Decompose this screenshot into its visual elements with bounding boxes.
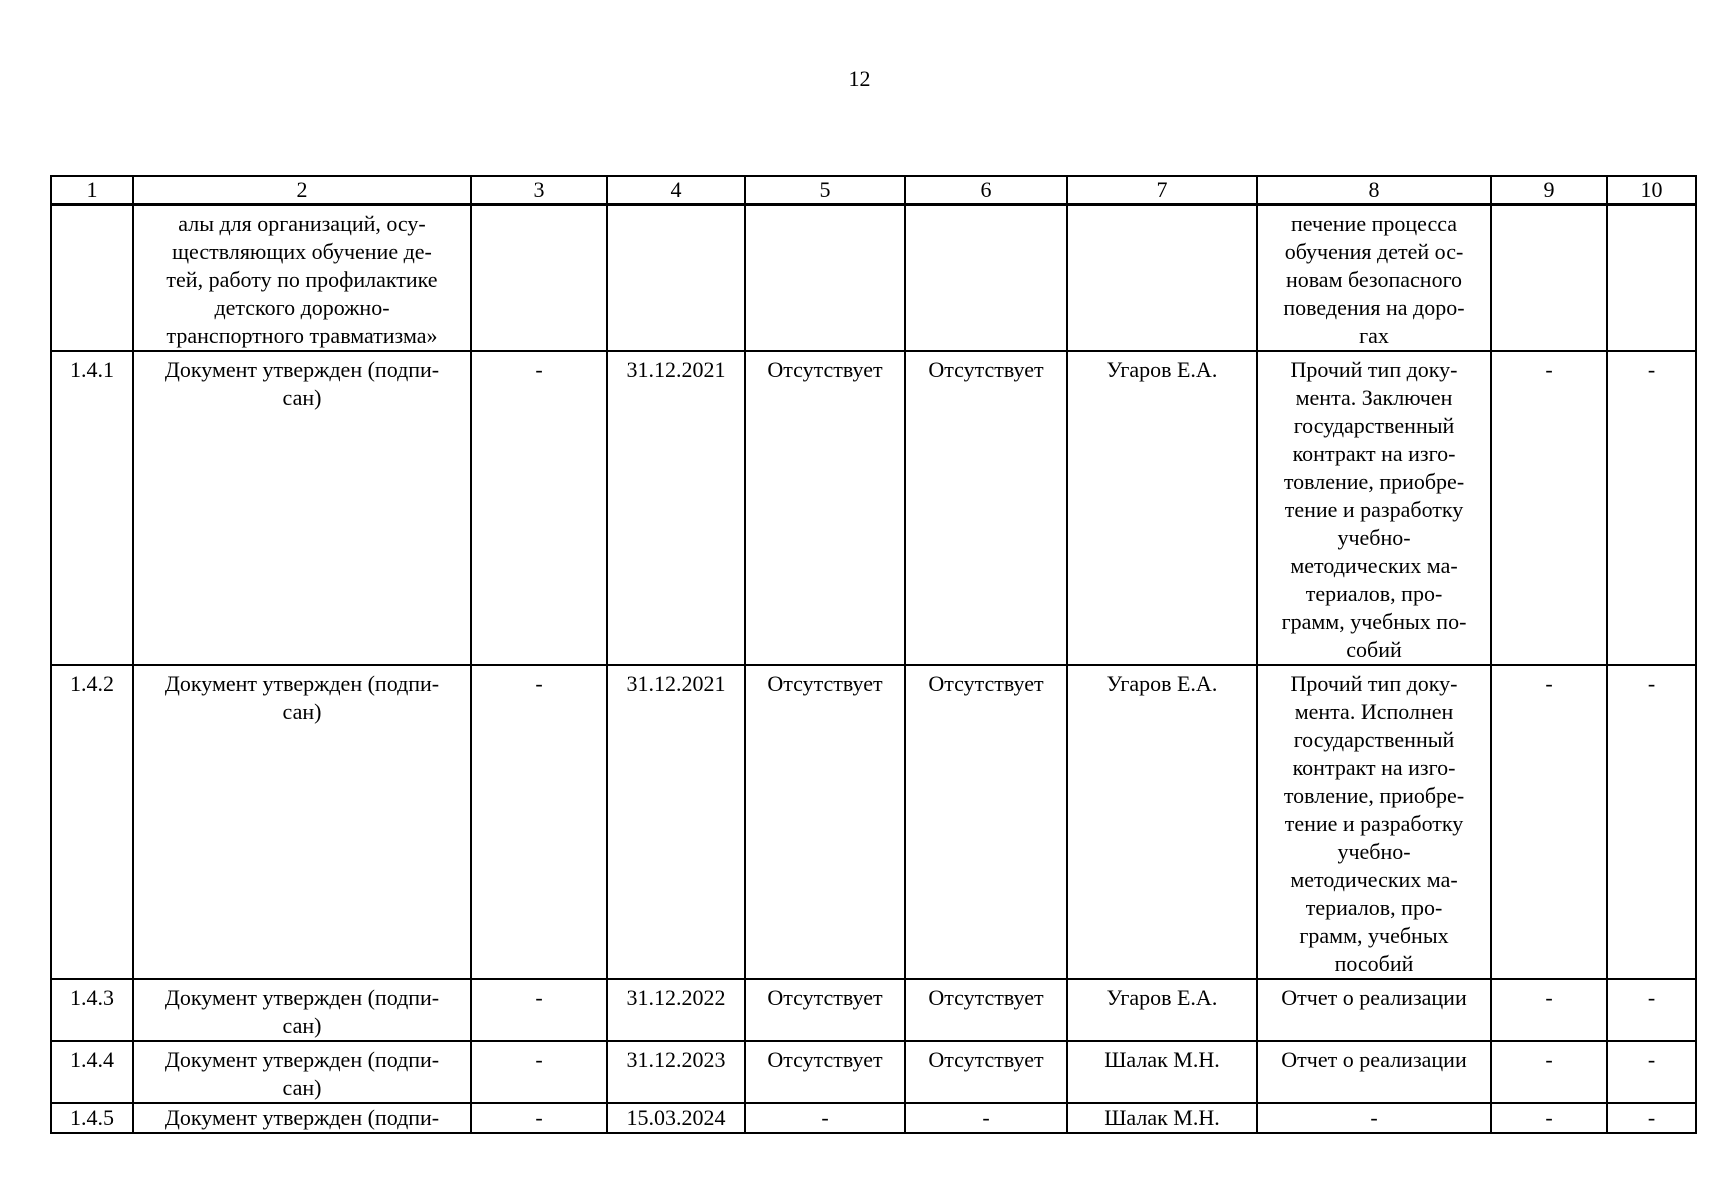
cell-name: алы для организаций, осу- ществляющих обучение де- тей, работу по профилактике детского дорожно- транспортного травматизма» (133, 205, 471, 352)
cell-col10: - (1607, 979, 1696, 1041)
cell-name: Документ утвержден (подпи- сан) (133, 979, 471, 1041)
cell-date: 15.03.2024 (607, 1103, 745, 1133)
cell-col9: - (1491, 1103, 1607, 1133)
cell-col9: - (1491, 1041, 1607, 1103)
table-row (51, 979, 1696, 1041)
cell-col10: - (1607, 1041, 1696, 1103)
cell-col5: - (745, 1103, 905, 1133)
cell-date: 31.12.2021 (607, 351, 745, 665)
header-col-2: 2 (133, 176, 471, 205)
header-col-3: 3 (471, 176, 607, 205)
cell-col9: - (1491, 351, 1607, 665)
document-table (50, 175, 1697, 1134)
table-row (51, 665, 1696, 979)
cell-col6 (905, 205, 1067, 352)
cell-name: Документ утвержден (подпи- сан) (133, 665, 471, 979)
cell-date (607, 205, 745, 352)
cell-name: Документ утвержден (подпи- (133, 1103, 471, 1133)
cell-col5: Отсутствует (745, 665, 905, 979)
table-row (51, 1103, 1696, 1133)
header-col-5: 5 (745, 176, 905, 205)
cell-person: Угаров Е.А. (1067, 351, 1257, 665)
header-col-4: 4 (607, 176, 745, 205)
table-row-continuation (51, 205, 1696, 352)
cell-num: 1.4.5 (51, 1103, 133, 1133)
cell-person: Угаров Е.А. (1067, 979, 1257, 1041)
cell-person (1067, 205, 1257, 352)
cell-col6: - (905, 1103, 1067, 1133)
cell-col9 (1491, 205, 1607, 352)
cell-col6: Отсутствует (905, 665, 1067, 979)
cell-col10: - (1607, 665, 1696, 979)
cell-col6: Отсутствует (905, 351, 1067, 665)
cell-description: Отчет о реализации (1257, 1041, 1491, 1103)
cell-num: 1.4.3 (51, 979, 133, 1041)
page-number: 12 (848, 66, 871, 91)
cell-col5 (745, 205, 905, 352)
cell-num (51, 205, 133, 352)
cell-col5: Отсутствует (745, 979, 905, 1041)
cell-description: - (1257, 1103, 1491, 1133)
table-row (51, 351, 1696, 665)
cell-person: Шалак М.Н. (1067, 1041, 1257, 1103)
cell-col6: Отсутствует (905, 979, 1067, 1041)
cell-person: Шалак М.Н. (1067, 1103, 1257, 1133)
header-col-9: 9 (1491, 176, 1607, 205)
cell-col5: Отсутствует (745, 351, 905, 665)
cell-date: 31.12.2022 (607, 979, 745, 1041)
cell-col3: - (471, 1041, 607, 1103)
cell-col9: - (1491, 665, 1607, 979)
cell-col10: - (1607, 1103, 1696, 1133)
header-col-7: 7 (1067, 176, 1257, 205)
cell-date: 31.12.2021 (607, 665, 745, 979)
cell-col3: - (471, 351, 607, 665)
cell-name: Документ утвержден (подпи- сан) (133, 1041, 471, 1103)
cell-num: 1.4.4 (51, 1041, 133, 1103)
cell-num: 1.4.2 (51, 665, 133, 979)
table-row (51, 1041, 1696, 1103)
cell-col6: Отсутствует (905, 1041, 1067, 1103)
cell-col10: - (1607, 351, 1696, 665)
header-col-8: 8 (1257, 176, 1491, 205)
cell-col10 (1607, 205, 1696, 352)
cell-col3: - (471, 979, 607, 1041)
cell-date: 31.12.2023 (607, 1041, 745, 1103)
cell-col9: - (1491, 979, 1607, 1041)
table-header-row (51, 176, 1696, 205)
cell-name: Документ утвержден (подпи- сан) (133, 351, 471, 665)
header-col-1: 1 (51, 176, 133, 205)
cell-col3 (471, 205, 607, 352)
cell-person: Угаров Е.А. (1067, 665, 1257, 979)
cell-description: Прочий тип доку- мента. Заключен государственный контракт на изго- товление, приобре- тение и разработку учебно- методических ма- териалов, про- грамм, учебных по- собий (1257, 351, 1491, 665)
header-col-6: 6 (905, 176, 1067, 205)
cell-num: 1.4.1 (51, 351, 133, 665)
cell-description: Прочий тип доку- мента. Исполнен государственный контракт на изго- товление, приобре- тение и разработку учебно- методических ма- териалов, про- грамм, учебных пособий (1257, 665, 1491, 979)
cell-description: печение процесса обучения детей ос- новам безопасного поведения на доро- гах (1257, 205, 1491, 352)
cell-col3: - (471, 665, 607, 979)
cell-description: Отчет о реализации (1257, 979, 1491, 1041)
cell-col5: Отсутствует (745, 1041, 905, 1103)
cell-col3: - (471, 1103, 607, 1133)
header-col-10: 10 (1607, 176, 1696, 205)
